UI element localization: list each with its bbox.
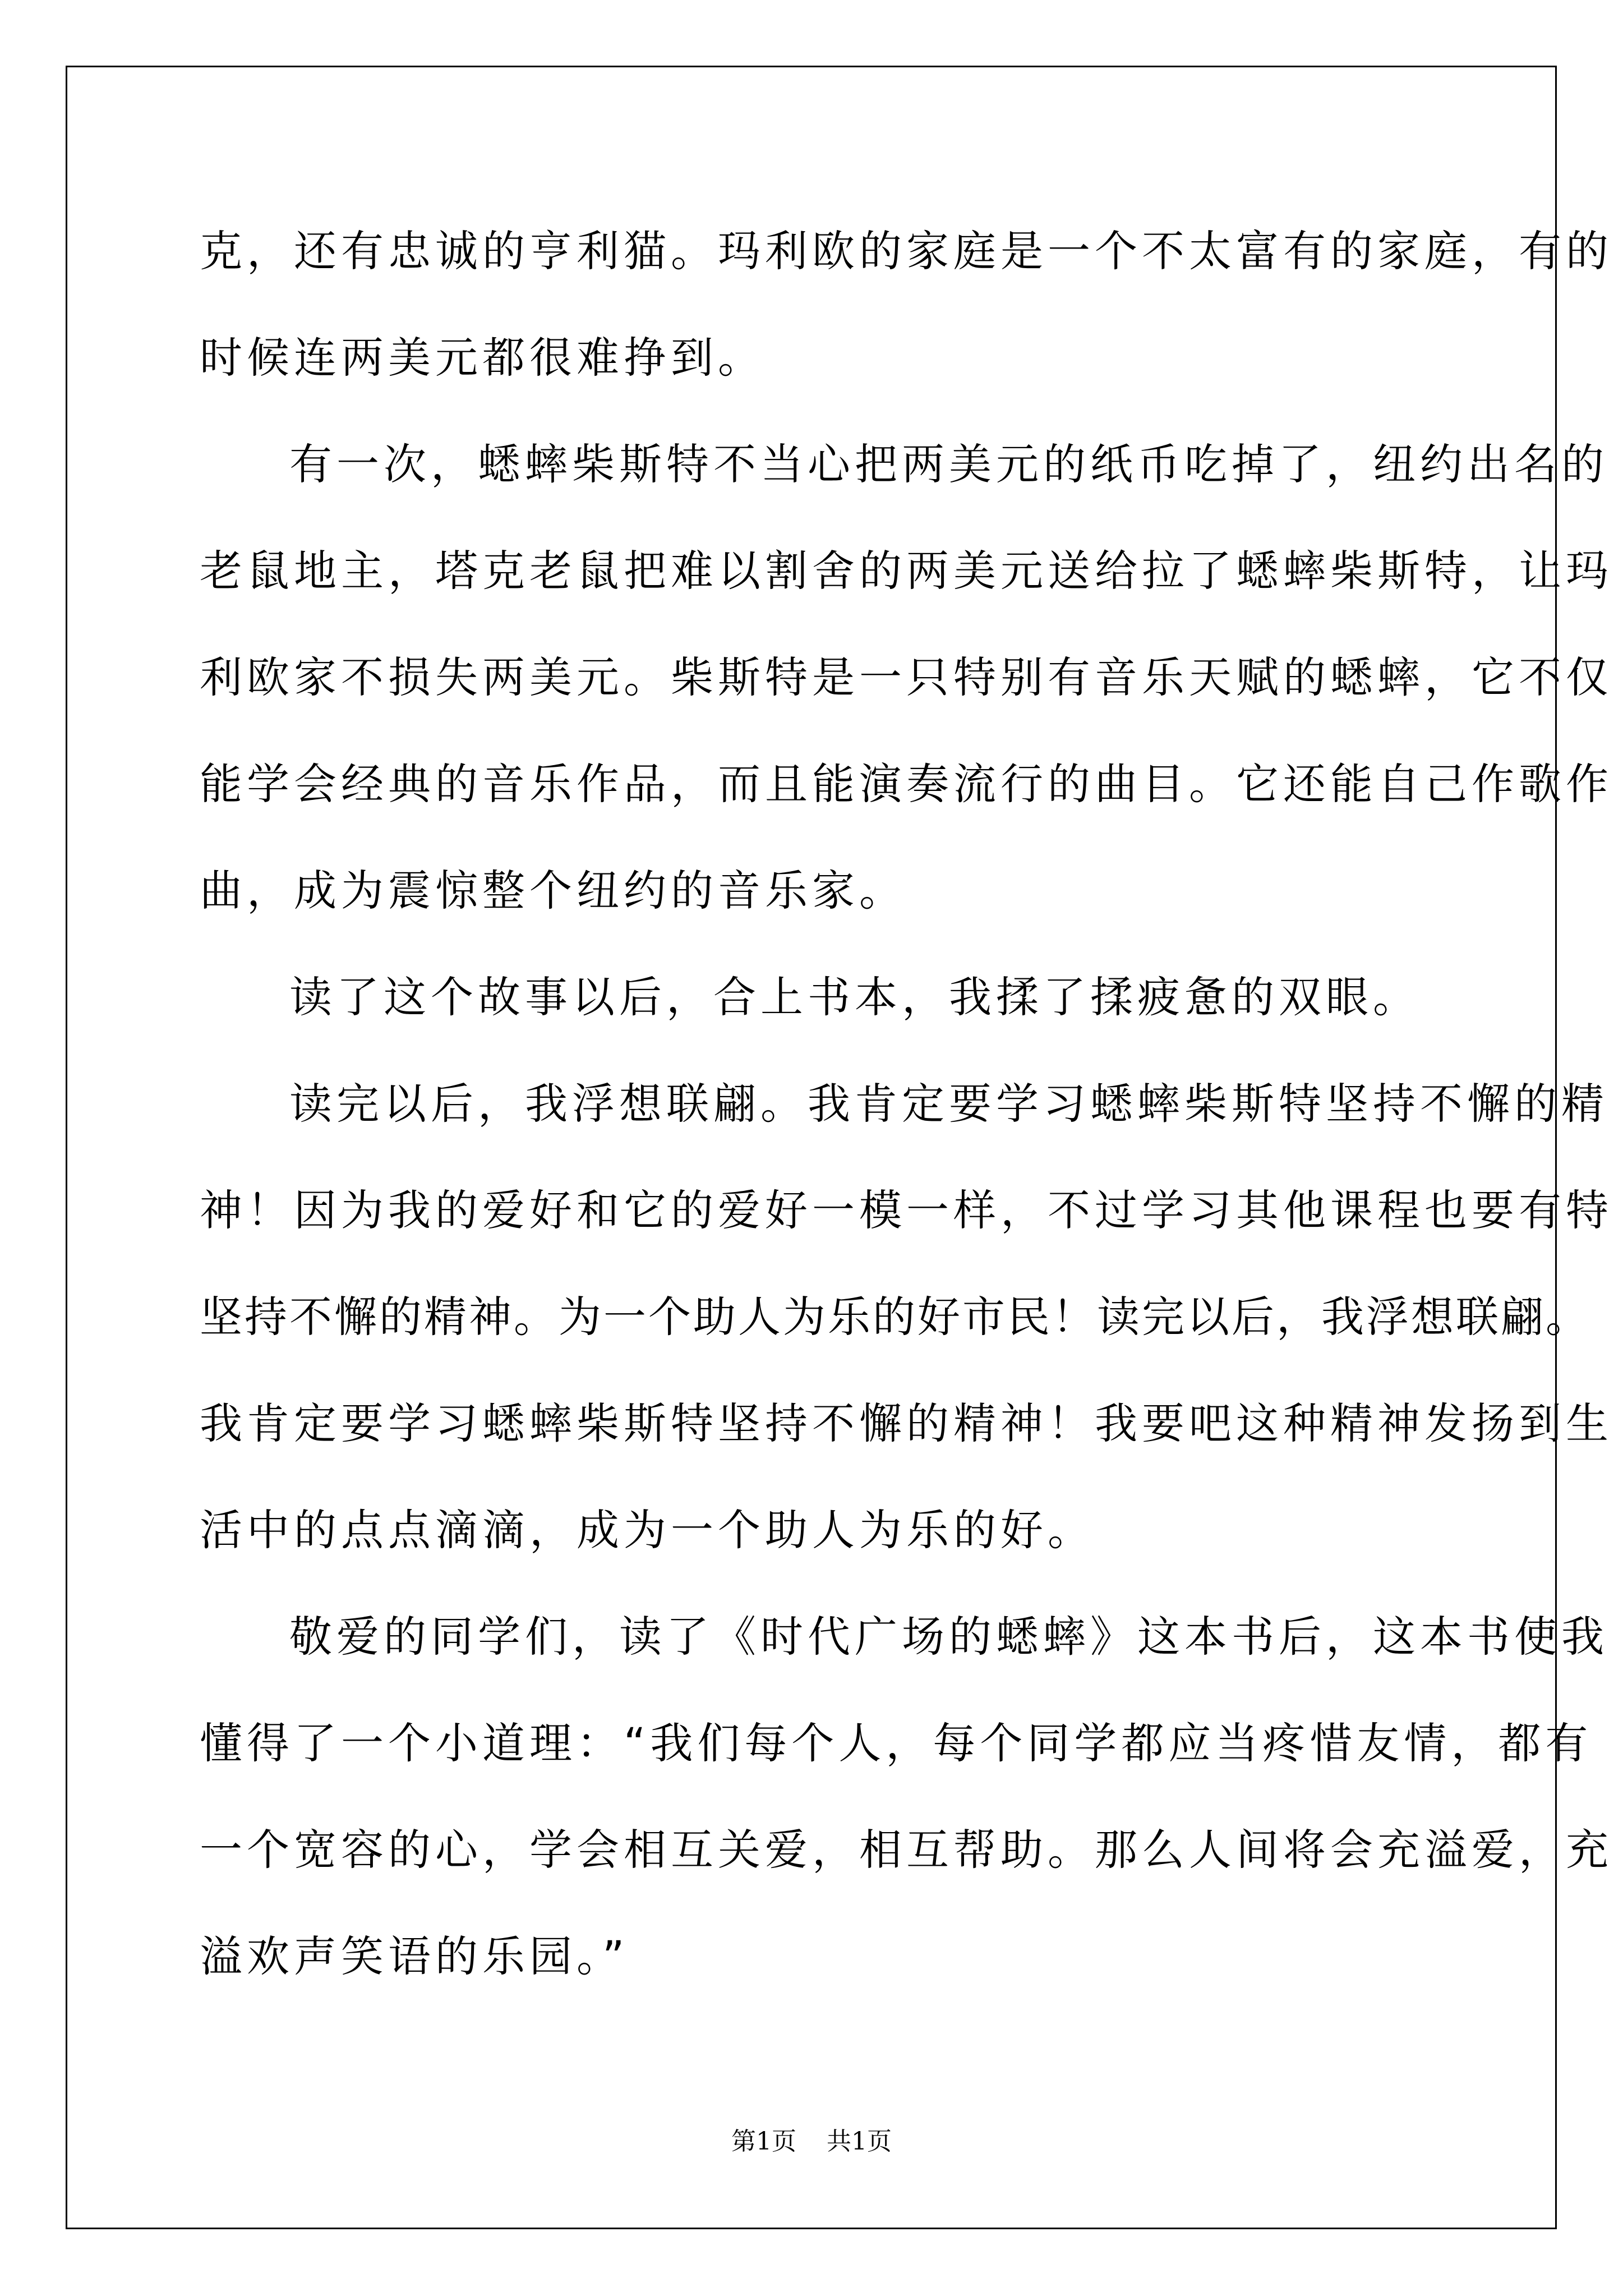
text-line: 我肯定要学习蟋蟀柴斯特坚持不懈的精神！我要吧这种精神发扬到生 [200, 1398, 1613, 1448]
text-line: 懂得了一个小道理：“我们每个人，每个同学都应当疼惜友情，都有 [200, 1718, 1593, 1768]
text-line: 老鼠地主，塔克老鼠把难以割舍的两美元送给拉了蟋蟀柴斯特，让玛 [200, 546, 1613, 596]
paragraph-start-line: 读了这个故事以后，合上书本，我揉了揉疲惫的双眼。 [289, 972, 1420, 1022]
page-footer [0, 2125, 1623, 2159]
document-body [200, 218, 1613, 2030]
paragraph-start-line: 读完以后，我浮想联翩。我肯定要学习蟋蟀柴斯特坚持不懈的精 [289, 1079, 1608, 1129]
text-line: 一个宽容的心，学会相互关爱，相互帮助。那么人间将会充溢爱，充 [200, 1825, 1613, 1875]
text-line: 活中的点点滴滴，成为一个助人为乐的好。 [200, 1505, 1095, 1555]
text-line: 时候连两美元都很难挣到。 [200, 333, 765, 383]
text-line: 利欧家不损失两美元。柴斯特是一只特别有音乐天赋的蟋蟀，它不仅 [200, 652, 1613, 702]
text-line: 克，还有忠诚的亨利猫。玛利欧的家庭是一个不太富有的家庭，有的 [200, 226, 1613, 276]
paragraph-start-line: 有一次，蟋蟀柴斯特不当心把两美元的纸币吃掉了，纽约出名的 [289, 439, 1608, 489]
text-line: 坚持不懈的精神。为一个助人为乐的好市民！读完以后，我浮想联翩。 [200, 1292, 1590, 1342]
text-line: 曲，成为震惊整个纽约的音乐家。 [200, 866, 906, 915]
page-number-total: 共1页 [827, 2127, 892, 2156]
page-number-current: 第1页 [731, 2127, 796, 2156]
text-line: 能学会经典的音乐作品，而且能演奏流行的曲目。它还能自己作歌作 [200, 759, 1613, 809]
paragraph-start-line: 敬爱的同学们，读了《时代广场的蟋蟀》这本书后，这本书使我 [289, 1612, 1608, 1662]
text-line: 溢欢声笑语的乐园。” [200, 1931, 629, 1981]
text-line: 神！因为我的爱好和它的爱好一模一样，不过学习其他课程也要有特 [200, 1185, 1613, 1235]
